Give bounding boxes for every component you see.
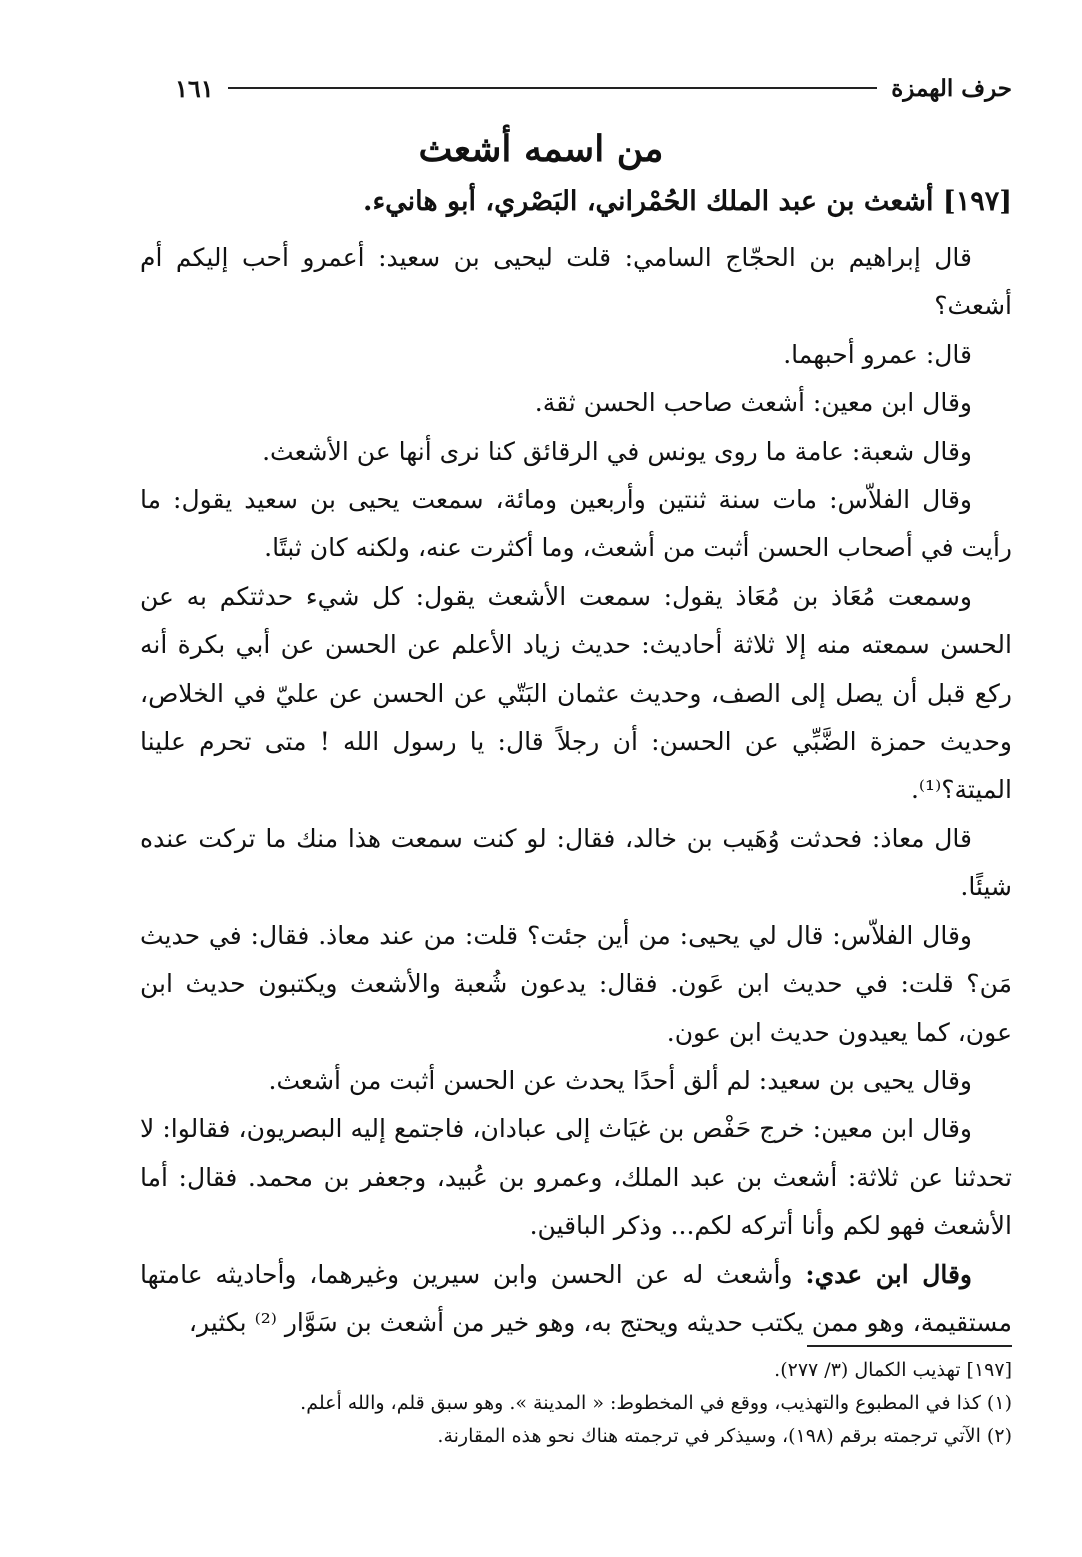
paragraph: قال إبراهيم بن الحجّاج السامي: قلت ليحيى بن سعيد: أعمرو أحب إليكم أم أشعث؟ bbox=[140, 243, 1012, 321]
chapter-name: حرف الهمزة bbox=[891, 74, 1012, 102]
paragraph: وقال الفلاّس: قال لي يحيى: من أين جئت؟ قلت: من عند معاذ. فقال: في حديث مَن؟ قلت: في حديث ابن عَون. فقال: يدعون شُعبة والأشعث ويكتبون حديث ابن عون، كما يعيدون حديث ابن عون. bbox=[140, 920, 1012, 1047]
entry-title: [١٩٧] أشعث بن عبد الملك الحُمْراني، البَصْري، أبو هانيء. bbox=[363, 186, 1012, 217]
page-number: ١٦١ bbox=[175, 73, 214, 103]
paragraph: قال: عمرو أحبهما. bbox=[783, 339, 972, 369]
paragraph: وسمعت مُعَاذ بن مُعَاذ يقول: سمعت الأشعث يقول: كل شيء حدثتكم به عن الحسن سمعته منه إلا ثلاثة أحاديث: حديث زياد الأعلم عن الحسن عن أبي بكرة أنه ركع قبل أن يصل إلى الصف، وحديث عثمان البَتّي عن الحسن عن عليّ في الخلاص، وحديث حمزة الضَّبِّي عن الحسن: أن رجلاً قال: يا رسول الله ! متى تحرم علينا الميتة؟⁽¹⁾. bbox=[140, 581, 1012, 805]
body-text bbox=[140, 234, 1012, 1347]
paragraph: قال معاذ: فحدثت وُهَيب بن خالد، فقال: لو كنت سمعت هذا منك ما تركت عنده شيئًا. bbox=[140, 823, 1012, 902]
paragraph-lead: وقال ابن عدي: bbox=[805, 1259, 972, 1289]
paragraph-ibn-adi bbox=[140, 1251, 1012, 1348]
footnote: (٢) الآتي ترجمته برقم (١٩٨)، وسيذكر في ترجمته هناك نحو هذه المقارنة. bbox=[437, 1425, 1012, 1447]
header-rule bbox=[228, 87, 878, 89]
running-header bbox=[175, 68, 1012, 108]
paragraph: وقال ابن معين: خرج حَفْص بن غيَاث إلى عبادان، فاجتمع إليه البصريون، فقالوا: لا تحدثنا عن ثلاثة: أشعث بن عبد الملك، وعمرو بن عُبيد، وجعفر بن محمد. فقال: أما الأشعث فهو لكم وأنا أتركه لكم... وذكر الباقين. bbox=[140, 1114, 1012, 1241]
paragraph: وقال ابن معين: أشعث صاحب الحسن ثقة. bbox=[534, 388, 972, 418]
footnote: (١) كذا في المطبوع والتهذيب، ووقع في المخطوط: « المدينة ». وهو سبق قلم، والله أعلم. bbox=[300, 1392, 1012, 1414]
paragraph: وقال الفلاّس: مات سنة ثنتين وأربعين ومائة، سمعت يحيى بن سعيد يقول: ما رأيت في أصحاب الحسن أثبت من أشعث، وما أكثرت عنه، ولكنه كان ثبتًا. bbox=[140, 485, 1012, 563]
paragraph-rest: وأشعث له عن الحسن وابن سيرين وغيرهما، وأحاديثه عامتها مستقيمة، وهو ممن يكتب حديثه ويحتج به، وهو خير من أشعث بن سَوَّار ⁽²⁾ بكثير، bbox=[140, 1259, 1012, 1337]
paragraph: وقال يحيى بن سعيد: لم ألق أحدًا يحدث عن الحسن أثبت من أشعث. bbox=[268, 1065, 972, 1095]
footnotes bbox=[140, 1354, 1012, 1453]
section-title: من اسمه أشعث bbox=[418, 128, 664, 170]
footnote-rule bbox=[807, 1345, 1012, 1347]
footnote: [١٩٧] تهذيب الكمال (٣/ ٢٧٧). bbox=[774, 1359, 1012, 1381]
paragraph: وقال شعبة: عامة ما روى يونس في الرقائق كنا نرى أنها عن الأشعث. bbox=[262, 436, 972, 466]
